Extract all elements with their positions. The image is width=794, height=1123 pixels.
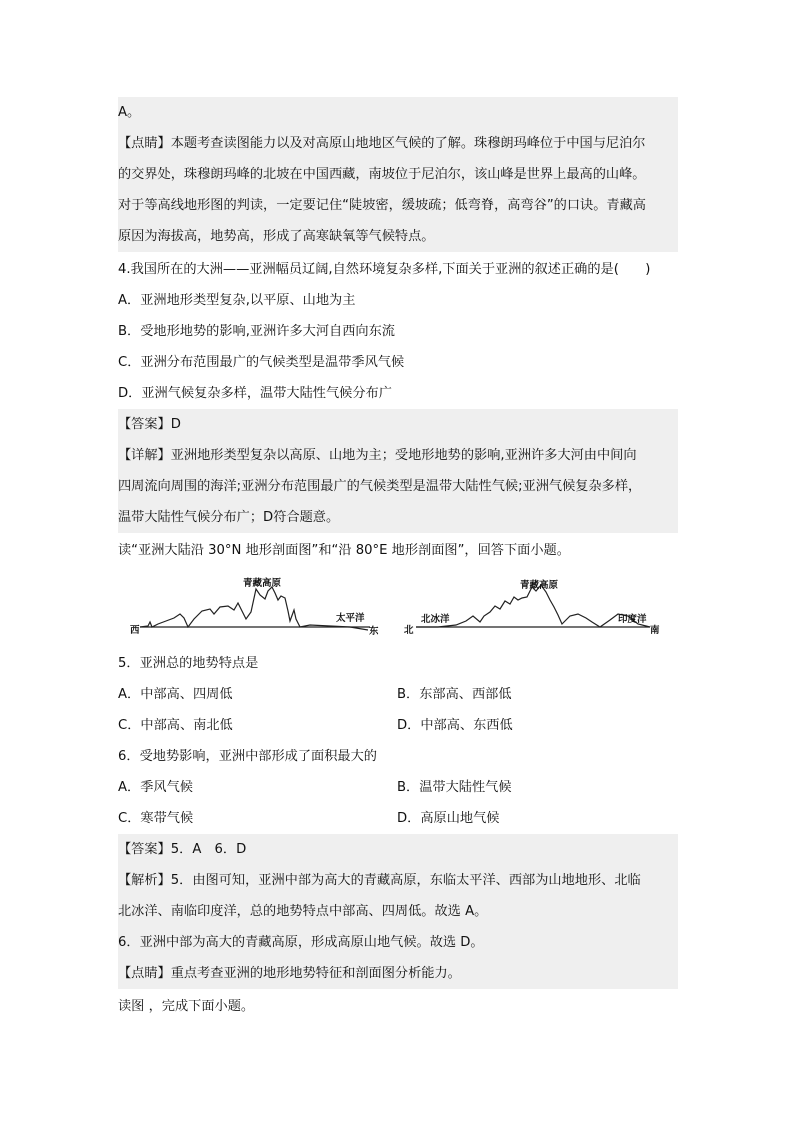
profile-30n-ocean-label: 太平洋 <box>336 613 365 624</box>
q4-explain-2: 四周流向周围的海洋;亚洲分布范围最广的气候类型是温带大陆性气候;亚洲气候复杂多样， <box>118 471 678 502</box>
question-5: 5．亚洲总的地势特点是 <box>118 656 259 671</box>
analysis-line-1: 【解析】5．由图可知，亚洲中部为高大的青藏高原，东临太平洋、西部为山地地形、北临 <box>118 865 678 896</box>
comment-summary: 【点睛】重点考查亚洲的地形地势特征和剖面图分析能力。 <box>118 958 678 989</box>
q5-option-b: B．东部高、西部低 <box>397 687 512 702</box>
question-4: 4.我国所在的大洲——亚洲幅员辽阔,自然环境复杂多样,下面关于亚洲的叙述正确的是( ) <box>118 262 651 277</box>
analysis-line-2: 北冰洋、南临印度洋，总的地势特点中部高、四周低。故选 A。 <box>118 896 678 927</box>
comment-line-4: 原因为海拔高，地势高，形成了高寒缺氧等气候特点。 <box>118 221 678 252</box>
terrain-profiles-figure <box>118 572 678 644</box>
q4-option-c: C．亚洲分布范围最广的气候类型是温带季风气候 <box>118 355 405 370</box>
q4-option-b: B．受地形地势的影响,亚洲许多大河自西向东流 <box>118 324 395 339</box>
question-6: 6．受地势影响，亚洲中部形成了面积最大的 <box>118 749 377 764</box>
profile-30n-east-label: 东 <box>369 626 379 637</box>
next-section-intro: 读图 ，完成下面小题。 <box>118 999 255 1014</box>
q6-option-b: B．温带大陆性气候 <box>397 780 512 795</box>
q6-option-c: C．寒带气候 <box>118 811 194 826</box>
profile-30n-peak-label: 青藏高原 <box>243 578 282 589</box>
q4-option-d: D．亚洲气候复杂多样，温带大陆性气候分布广 <box>118 386 392 401</box>
q6-option-d: D．高原山地气候 <box>397 811 500 826</box>
q5-6-answer: 【答案】5．A 6．D <box>118 834 678 865</box>
profile-80e-ocean-north-label: 北冰洋 <box>421 614 450 625</box>
q5-option-a: A．中部高、四周低 <box>118 687 233 702</box>
profile-30n <box>130 577 379 637</box>
comment-line-3: 对于等高线地形图的判读，一定要记住“陡坡密，缓坡疏；低弯脊，高弯谷”的口诀。青藏高 <box>118 190 678 221</box>
figure-intro: 读“亚洲大陆沿 30°N 地形剖面图”和“沿 80°E 地形剖面图”，回答下面小题。 <box>118 543 570 558</box>
profile-30n-west-label: 西 <box>130 625 140 636</box>
comment-line-1: 【点睛】本题考查读图能力以及对高原山地地区气候的了解。珠穆朗玛峰位于中国与尼泊尔 <box>118 128 678 159</box>
q4-option-a: A．亚洲地形类型复杂,以平原、山地为主 <box>118 293 356 308</box>
q4-explain-1: 【详解】亚洲地形类型复杂以高原、山地为主；受地形地势的影响,亚洲许多大河由中间向 <box>118 440 678 471</box>
comment-line-2: 的交界处，珠穆朗玛峰的北坡在中国西藏，南坡位于尼泊尔，该山峰是世界上最高的山峰。 <box>118 159 678 190</box>
profile-80e-ocean-south-label: 印度洋 <box>618 614 647 625</box>
q4-answer: 【答案】D <box>118 409 678 440</box>
q6-option-a: A．季风气候 <box>118 780 193 795</box>
profile-80e-peak-label: 青藏高原 <box>520 580 559 591</box>
q5-option-d: D．中部高、东西低 <box>397 718 513 733</box>
profile-80e <box>404 579 660 636</box>
q4-explain-3: 温带大陆性气候分布广；D符合题意。 <box>118 502 678 533</box>
answer-tail: A。 <box>118 97 678 128</box>
profile-80e-south-label: 南 <box>650 625 660 636</box>
analysis-line-3: 6．亚洲中部为高大的青藏高原，形成高原山地气候。故选 D。 <box>118 927 678 958</box>
q5-option-c: C．中部高、南北低 <box>118 718 233 733</box>
profile-80e-north-label: 北 <box>404 625 414 636</box>
